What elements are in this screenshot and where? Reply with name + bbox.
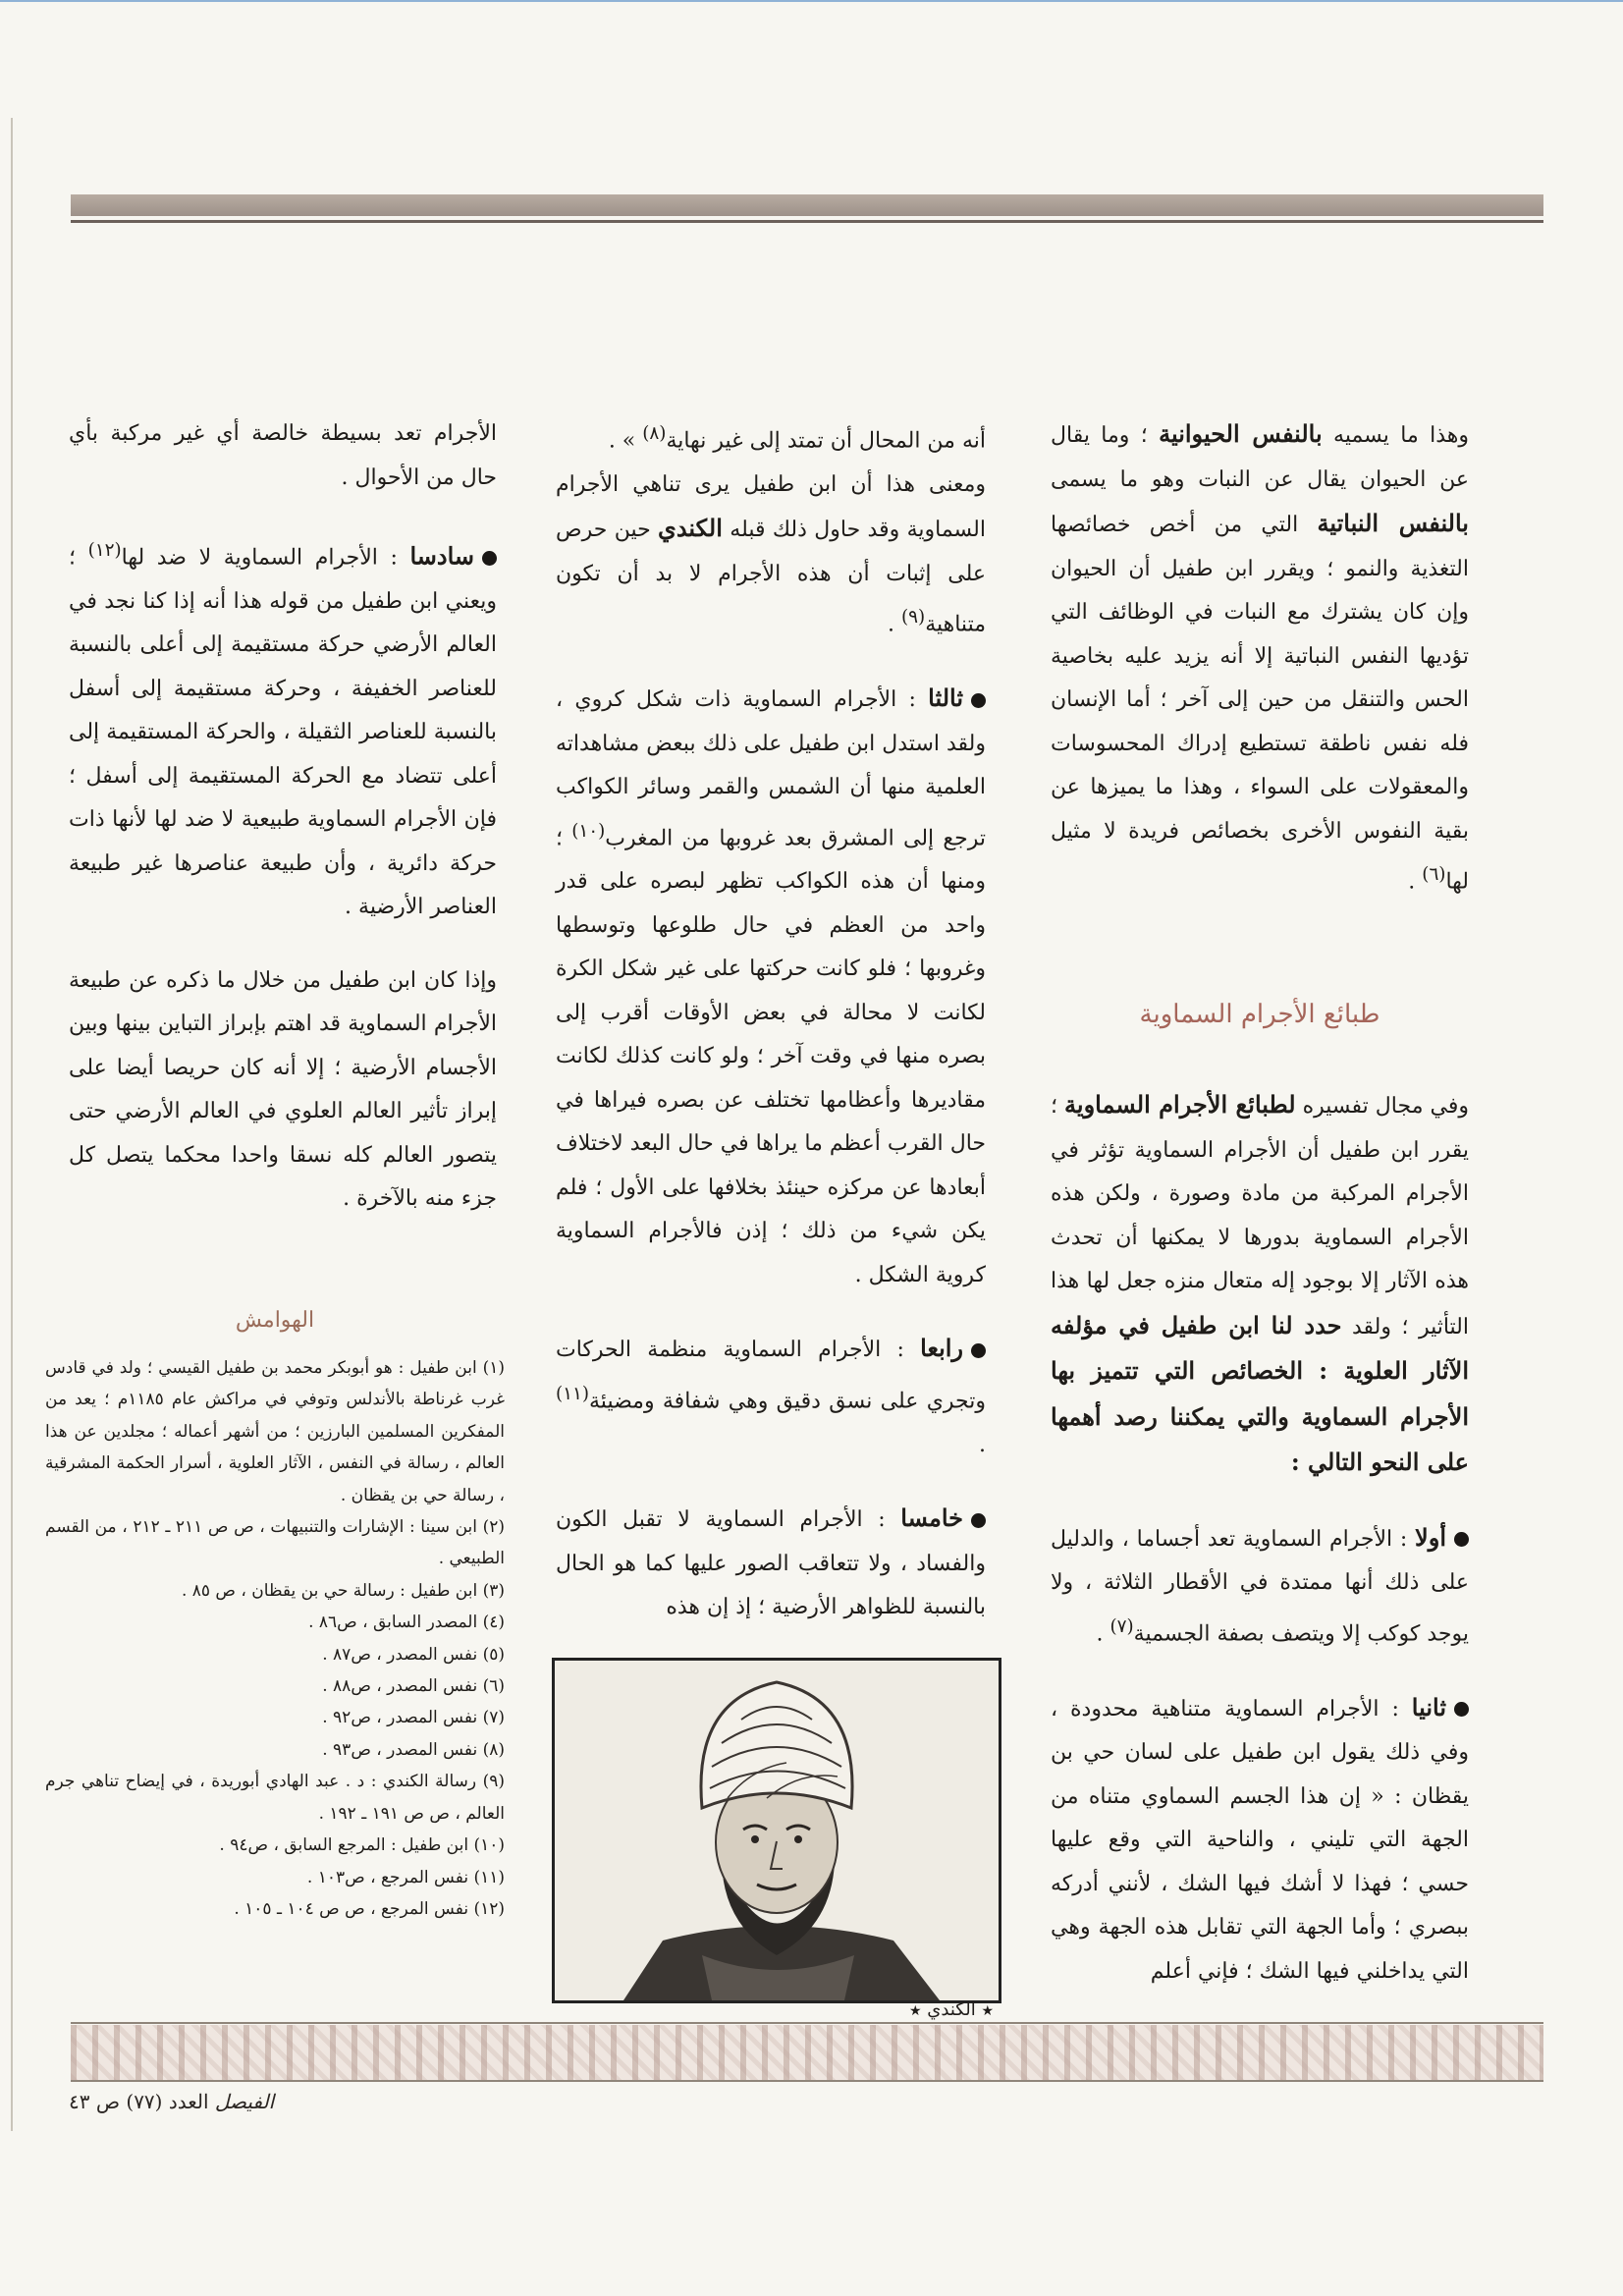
paragraph: أنه من المحال أن تمتد إلى غير نهاية$^{(٨)}$ » . (608, 423, 986, 454)
top-rule (0, 0, 1623, 2)
footnotes (45, 1308, 505, 1925)
list-item: رابعا : الأجرام السماوية منظمة الحركات وتجري على نسق دقيق وهي شفافة ومضيئة$^{(١١)}$ . (556, 1334, 986, 1457)
footnote-ref: (٩) (901, 607, 926, 629)
portrait-drawing (555, 1661, 999, 2000)
footnote: (٦) نفس المصدر ، ص٨٨ . (322, 1676, 505, 1697)
column-right (1051, 412, 1469, 1994)
bullet-icon (482, 551, 497, 566)
footnote: (٤) المصدر السابق ، ص٨٦ . (308, 1613, 505, 1633)
footnote: (١٠) ابن طفيل : المرجع السابق ، ص٩٤ . (219, 1835, 505, 1856)
ornament-rule (71, 2022, 1543, 2024)
paragraph: وهذا ما يسميه بالنفس الحيوانية ؛ وما يقال عن الحيوان يقال عن النبات وهو ما يسمى بالنفس النباتية التي من أخص خصائصها التغذية والنمو ؛ ويقرر ابن طفيل أن الحيوان وإن كان يشترك مع النبات في الوظائف التي تؤديها النفس النباتية إلا أنه يزيد عليه بخاصية الحس والتنقل من حين إلى آخر ؛ أما الإنسان فله نفس ناطقة تستطيع إدراك المحسوسات والمعقولات على السواء ، وهذا ما يميزها عن بقية النفوس الأخرى بخصائص فريدة لا مثيل لها$^{(٦)}$ . (1051, 419, 1469, 895)
portrait-caption: ★ الكندي ★ (909, 1999, 994, 2020)
paragraph: وإذا كان ابن طفيل من خلال ما ذكره عن طبيعة الأجرام السماوية قد اهتم بإبراز التباين بينها وبين الأجسام الأرضية ؛ إلا أنه كان حريصا أيضا على إبراز تأثير العالم العلوي في العالم الأرضي حتى يتصور العالم كله نسقا واحدا محكما يتصل كل جزء منه بالآخرة . (69, 967, 497, 1212)
list-item: خامسا : الأجرام السماوية لا تقبل الكون والفساد ، ولا تتعاقب الصور عليها كما هو الحال بالنسبة للظواهر الأرضية ؛ إذ إن هذه (556, 1503, 986, 1620)
magazine-name: الفيصل (214, 2090, 275, 2113)
bullet-icon (971, 1513, 986, 1528)
bullet-icon (971, 693, 986, 708)
footnote-ref: (١٠) (571, 820, 606, 842)
page-footer (69, 2090, 274, 2113)
footnotes-title: الهوامش (235, 1308, 315, 1333)
section-title: طبائع الأجرام السماوية (1139, 999, 1380, 1029)
footnote-ref: (١٢) (87, 540, 122, 561)
header-band (71, 194, 1543, 216)
footnote: (٧) نفس المصدر ، ص٩٢ . (322, 1708, 505, 1728)
footnote: (٥) نفس المصدر ، ص٨٧ . (322, 1644, 505, 1665)
footnote: (٨) نفس المصدر ، ص٩٣ . (322, 1739, 505, 1760)
bullet-icon (1454, 1702, 1469, 1717)
page-edge (11, 118, 13, 2131)
footnote: (٢) ابن سينا : الإشارات والتنبيهات ، ص ص ٢١١ ـ ٢١٢ ، من القسم الطبيعي . (45, 1517, 505, 1569)
bullet-icon (1454, 1532, 1469, 1547)
footnote: (٣) ابن طفيل : رسالة حي بن يقظان ، ص ٨٥ . (181, 1580, 505, 1601)
paragraph: وفي مجال تفسيره لطبائع الأجرام السماوية ؛ يقرر ابن طفيل أن الأجرام السماوية تؤثر في الأجرام المركبة من مادة وصورة ، ولكن هذه الأجرام السماوية بدورها لا يمكنها أن تحدث هذه الآثار إلا بوجود إله متعال منزه جعل لها هذا التأثير ؛ ولقد حدد لنا ابن طفيل في مؤلفه الآثار العلوية : الخصائص التي تتميز بها الأجرام السماوية والتي يمكننا رصد أهمها على النحو التالي : (1051, 1090, 1469, 1477)
list-item: ثانيا : الأجرام السماوية متناهية محدودة ، وفي ذلك يقول ابن طفيل على لسان حي بن يقظان : « إن هذا الجسم السماوي متناه من الجهة التي تليني ، والناحية التي وقع عليها حسي ؛ فهذا لا أشك فيها الشك ، لأنني أدركه ببصري ؛ وأما الجهة التي تقابل هذه الجهة وهي التي يداخلني فيها الشك ؛ فإني أعلم (1051, 1692, 1469, 1984)
footnotes-list (45, 1352, 505, 1925)
portrait-image (552, 1658, 1001, 2003)
star-icon: ★ (909, 2003, 922, 2019)
issue-page: العدد (٧٧) ص ٤٣ (69, 2090, 209, 2113)
footnote: (١) ابن طفيل : هو أبوبكر محمد بن طفيل القيسي ؛ ولد في قادس غرب غرناطة بالأندلس وتوفي في مراكش عام ١١٨٥م ؛ يعد من المفكرين المسلمين البارزين ؛ من أشهر أعماله ؛ مجلدين عن هذا العالم ، رسالة في النفس ، الآثار العلوية ، أسرار الحكمة المشرقية ، رسالة حي بن يقظان . (45, 1358, 505, 1505)
column-middle (556, 412, 986, 1630)
column-left (69, 412, 497, 1222)
list-item: ثالثا : الأجرام السماوية ذات شكل كروي ، ولقد استدل ابن طفيل على ذلك ببعض مشاهداته العلمية منها أن الشمس والقمر وسائر الكواكب ترجع إلى المشرق بعد غروبها من المغرب$^{(١٠)}$ ؛ ومنها أن هذه الكواكب تظهر لبصره على قدر واحد من العظم في حال طلوعها وتوسطها وغروبها ؛ فلو كانت حركتها على غير شكل الكرة لكانت لا محالة في بعض الأوقات أقرب إلى بصره منها في وقت آخر ؛ ولو كانت كذلك لكانت مقاديرها وأعظامها تختلف عن بصره فيراها في حال القرب أعظم ما يراها في حال البعد لاختلاف أبعادها عن مركزه حينئذ بخلافها على الأول ؛ فلم يكن شيء من ذلك ؛ إذن فالأجرام السماوية كروية الشكل . (555, 683, 986, 1287)
list-item: سادسا : الأجرام السماوية لا ضد لها$^{(١٢)}$ ؛ ويعني ابن طفيل من قوله هذا أنه إذا كنا نجد في العالم الأرضي حركة مستقيمة إلى أعلى بالنسبة للعناصر الخفيفة ، وحركة مستقيمة إلى أسفل بالنسبة للعناصر الثقيلة ، والحركة المستقيمة إلى أعلى تتضاد مع الحركة المستقيمة إلى أسفل ؛ فإن الأجرام السماوية طبيعية لا ضد لها لأنها ذات حركة دائرية ، وأن طبيعة عناصرها غير طبيعة العناصر الأرضية . (69, 540, 497, 920)
footnote: (١١) نفس المرجع ، ص١٠٣ . (306, 1867, 505, 1887)
header-rule (71, 220, 1543, 223)
footnote-ref: (١١) (556, 1383, 590, 1404)
footnote: (١٢) نفس المرجع ، ص ص ١٠٤ ـ ١٠٥ . (234, 1898, 505, 1919)
footnote-ref: (٦) (1422, 864, 1446, 885)
ornamental-border (71, 2025, 1543, 2080)
bullet-icon (971, 1343, 986, 1358)
footnote: (٩) رسالة الكندي : د . عبد الهادي أبوريدة ، في إيضاح تناهي جرم العالم ، ص ص ١٩١ ـ ١٩٢ . (45, 1772, 505, 1824)
list-item: أولا : الأجرام السماوية تعد أجساما ، والدليل على ذلك أنها ممتدة في الأقطار الثلاثة ، ولا يوجد كوكب إلا ويتصف بصفة الجسمية$^{(٧)}$ . (1051, 1522, 1469, 1647)
ornament-rule (71, 2080, 1543, 2082)
footnote-ref: (٧) (1109, 1615, 1134, 1637)
star-icon: ★ (981, 2003, 994, 2019)
footnote-ref: (٨) (642, 423, 667, 444)
paragraph: ومعنى هذا أن ابن طفيل يرى تناهي الأجرام السماوية وقد حاول ذلك قبله الكندي حين حرص على إثبات أن هذه الأجرام لا بد أن تكون متناهية$^{(٩)}$ . (556, 471, 986, 637)
paragraph: الأجرام تعد بسيطة خالصة أي غير مركبة بأي حال من الأحوال . (69, 421, 497, 490)
